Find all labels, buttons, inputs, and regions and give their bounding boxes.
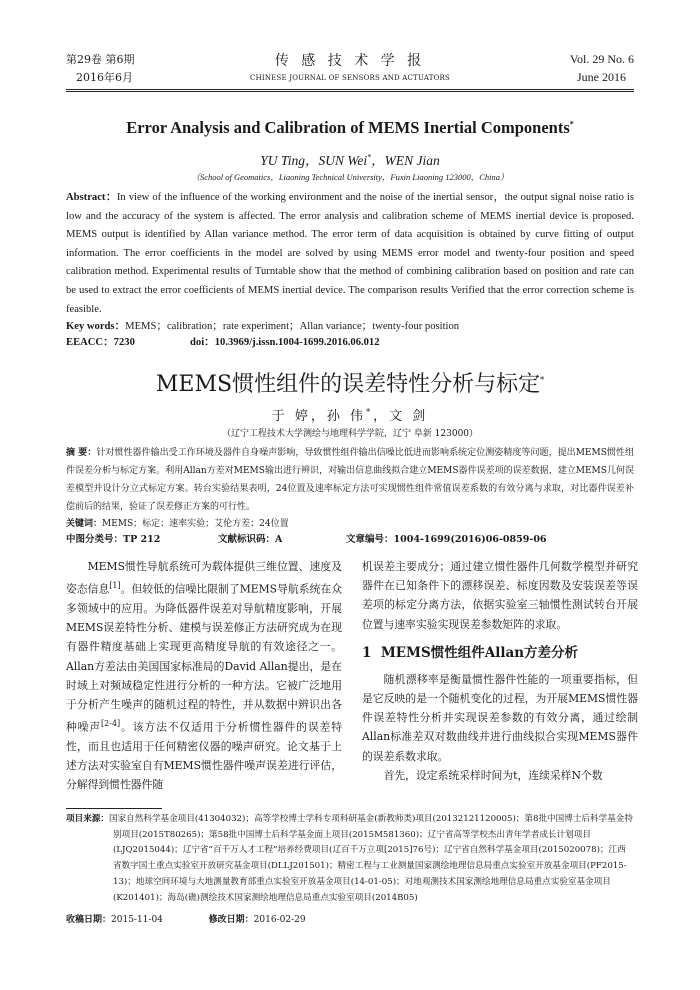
journal-title-en: CHINESE JOURNAL OF SENSORS AND ACTUATORS [250,74,450,82]
funding-footnote [66,812,634,906]
funding-label: 项目来源： [66,814,109,824]
body-right-column [362,557,638,785]
intro-text-b: 。但较低的信噪比限制了MEMS导航系统在众多领域中的应用。为降低器件误差对导航精度影响，开展MEMS误差特性分析、建模与误差修正方法研究成为在现有器件精度基础上实现更高精度导航的有效途径之一。Allan方差法由美国国家标准局的David Allan提出，是在时域上对频域稳定性进行分析的一种方法。它被广泛地用于分析产生噪声的随机过程的特性，并从数据中辨识出各种噪声 [66,582,343,734]
article-number-label: 文章编号： [346,534,394,545]
chinese-abstract-text: 针对惯性器件输出受工作环境及器件自身噪声影响，导致惯性组件输出信噪比低进而影响系统定位测姿精度等问题，提出MEMS惯性组件误差分析与标定方案。利用Allan方差对MEMS输出进行辨识，对输出信息曲线拟合建立MEMS器件误差项的误差数据，建立MEMS几何误差模型并设计分立式标定方案。转台实验结果表明，24位置及速率标定方法可实现惯性组件常值误差系数的有效分离与求取，对比器件误差补偿前后的结果，验证了误差修正方案的可行性。 [66,448,635,512]
chinese-corresponding-mark: * [366,407,374,417]
date-cn: 2016年6月 [76,71,133,84]
manuscript-dates [66,912,306,925]
chinese-title [0,367,700,398]
keywords-text: MEMS；calibration；rate experiment；Allan variance；twenty-four position [125,321,460,332]
chinese-authors [0,405,700,424]
section-paragraph-2: 首先，设定系统采样时间为t，连续采样N个数 [383,768,603,782]
english-affiliation: （School of Geomatics，Liaoning Technical University，Fuxin Liaoning 123000，China） [191,172,509,182]
intro-text-a: MEMS惯性导航系统可为载体提供三维位置、速度及姿态信息 [66,560,342,596]
journal-title-cn: 传 感 技 术 学 报 [274,53,426,69]
english-authors-text: YU Ting，SUN Wei [260,153,368,168]
doi: doi：10.3969/j.issn.1004-1699.2016.06.012 [190,337,380,348]
article-number [346,531,547,545]
title-footnote-mark: * [569,119,574,129]
revised-label: 修改日期： [208,915,254,925]
intro-text-c: 。该方法不仅适用于分析惯性器件的误差特性，而且也适用于任何精密仪器的噪声研究。论文基于上述方法对实验室自有MEMS惯性器件噪声误差进行评估，分解得到惯性器件随 [66,720,343,792]
chinese-affiliation: （辽宁工程技术大学测绘与地理科学学院，辽宁 阜新 123000） [221,429,479,439]
chinese-title-mark: * [540,375,545,385]
chinese-abstract [66,444,634,516]
eeacc-code: EEACC：7230 [66,337,135,348]
chinese-keywords [66,516,289,532]
english-abstract [66,189,634,319]
abstract-label: Abstract： [66,192,117,203]
clc-number [66,531,160,545]
intro-paragraph [66,557,342,795]
english-authors [0,149,700,169]
abstract-text: In view of the influence of the working environment and the noise of the inertial sensor，the output signal noise ratio is low and the accuracy of the system is affected. The error analysis and calibration scheme of MEMS inertial device is proposed. MEMS output is identified by Allan variance method. The error term of data acquisition is obtained by curve fitting of output information. The error coefficients in the model are solved by using MEMS error model and twenty-four position and speed calibration method. Experimental results of Turntable show that the method of combining calibration based on position and rate can be used to extract the error coefficients of MEMS inertial device. The comparison results Verified that the error correction scheme is feasible. [66,192,634,315]
chinese-keywords-label: 关键词： [66,519,103,529]
corresponding-mark: * [367,152,372,162]
chinese-abstract-label: 摘 要： [66,448,97,458]
article-number-value: 1004-1699(2016)06-0859-06 [393,534,547,545]
section-heading [362,642,638,664]
chinese-keywords-text: MEMS；标定；速率实验；艾伦方差；24位置 [102,519,289,529]
volume-cn: 第29卷 第6期 [66,53,135,66]
english-keywords [66,318,634,335]
english-title [0,118,700,138]
section-number: 1 [362,644,372,661]
intro-continuation: 机误差主要成分；通过建立惯性器件几何数学模型并研究器件在已知条件下的漂移误差、标度因数及安装误差等误差项的标定分离方法，依据实验室三轴惯性测试转台开展位置与速率实验实现误差参数矩阵的求取。 [362,560,638,631]
header-rule [66,89,634,90]
date-en: June 2016 [577,70,626,84]
keywords-label: Key words： [66,321,126,332]
document-code [218,531,282,545]
clc-value: TP 212 [123,534,161,545]
citation-1: [1] [109,581,121,591]
english-title-text: Error Analysis and Calibration of MEMS Inertial Components [126,118,570,137]
clc-label: 中图分类号： [66,534,124,545]
chinese-title-text: MEMS惯性组件的误差特性分析与标定 [155,372,541,397]
funding-text: 国家自然科学基金项目(41304032)；高等学校博士学科专项科研基金(新教师类)项目(20132121120005)；第8批中国博士后科学基金特别项目(2015T80265)；第58批中国博士后科学基金面上项目(2015M581360)；辽宁省高等学校杰出青年学者成长计划项目(LJQ2015044)；辽宁省“百千万人才工程”培养经费项目(辽百千万立项[2015]76号)；辽宁省自然科学基金项目(2015020078)；江西省数字国土重点实验室开放研究基金项目(DLLJ201501)；精密工程与工业测量国家测绘地理信息局重点实验室开放基金项目(PF2015-13)；地球空间环境与大地测量教育部重点实验室开放基金项目(14-01-05)；对地观测技术国家测绘地理信息局重点实验室基金项目(K201401)；海岛(礁)测绘技术国家测绘地理信息局重点实验室项目(2014B05) [108,814,633,903]
header-rule-2 [66,91,634,92]
citation-2-4: [2-4] [101,719,121,729]
received-date: 2015-11-04 [111,915,163,925]
section-title: MEMS惯性组件Allan方差分析 [380,644,579,661]
volume-en: Vol. 29 No. 6 [569,52,634,66]
received-label: 收稿日期： [66,915,112,925]
chinese-authors-text: 于 婷，孙 伟 [271,409,367,424]
chinese-authors-tail: ，文 剑 [373,409,429,424]
document-code-value: A [275,534,283,545]
footnote-rule [66,808,162,809]
english-authors-tail: ，WEN Jian [371,153,440,168]
body-left-column [66,557,342,795]
revised-date: 2016-02-29 [253,915,306,925]
document-code-label: 文献标识码： [218,534,276,545]
section-paragraph: 随机漂移率是衡量惯性器件性能的一项重要指标，但是它反映的是一个随机变化的过程，为开展MEMS惯性器件误差特性分析并实现误差参数的有效分离，通过绘制Allan标准差双对数曲线并进行曲线拟合实现MEMS器件的误差系数求取。 [362,672,638,763]
